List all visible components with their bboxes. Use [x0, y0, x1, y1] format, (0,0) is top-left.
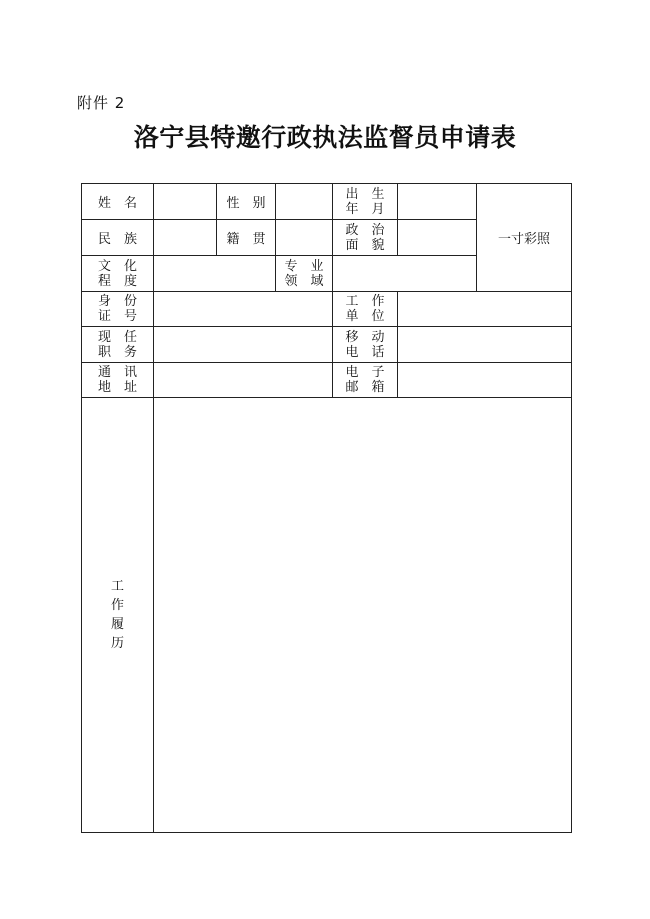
- label-position: [82, 327, 153, 362]
- label-id-number: [82, 292, 153, 326]
- name-field[interactable]: [154, 184, 216, 219]
- application-form: [81, 183, 572, 833]
- label-political-line1: 政 治: [345, 222, 385, 238]
- label-mobile-line2: 电 话: [345, 344, 385, 360]
- label-gender: 性 别: [226, 196, 266, 211]
- label-mobile-line1: 移 动: [345, 329, 385, 345]
- label-mobile: [333, 327, 397, 362]
- education-field[interactable]: [154, 256, 275, 291]
- label-workplace: [333, 292, 397, 326]
- label-position-line2: 职 务: [97, 344, 137, 360]
- label-education-line2: 程 度: [97, 273, 137, 289]
- history-char: 工: [110, 579, 124, 594]
- position-field[interactable]: [154, 327, 332, 362]
- history-char: 历: [110, 636, 124, 651]
- label-workplace-line1: 工 作: [345, 294, 385, 309]
- mobile-field[interactable]: [398, 327, 571, 362]
- label-position-line1: 现 任: [97, 329, 137, 345]
- birth-field[interactable]: [398, 184, 476, 219]
- label-birth: [333, 184, 397, 219]
- label-specialty-line2: 领 域: [284, 273, 324, 289]
- label-political-line2: 面 貌: [345, 237, 385, 253]
- workplace-field[interactable]: [398, 292, 571, 326]
- native-place-field[interactable]: [276, 220, 332, 255]
- label-native-place: 籍 贯: [226, 232, 266, 247]
- label-political: [333, 220, 397, 255]
- label-email: [333, 363, 397, 397]
- label-email-line2: 邮 箱: [345, 380, 385, 395]
- attachment-label: 附件 2: [77, 94, 126, 112]
- label-address-line2: 地 址: [97, 380, 137, 395]
- label-address: [82, 363, 153, 397]
- photo-box[interactable]: 一寸彩照: [497, 232, 550, 247]
- id-number-field[interactable]: [154, 292, 332, 326]
- address-field[interactable]: [154, 363, 332, 397]
- work-history-field[interactable]: [154, 398, 571, 832]
- label-address-line1: 通 讯: [97, 365, 137, 380]
- political-field[interactable]: [398, 220, 476, 255]
- form-title: 洛宁县特邀行政执法监督员申请表: [133, 123, 517, 152]
- label-birth-line1: 出 生: [345, 186, 385, 202]
- label-education-line1: 文 化: [97, 258, 137, 274]
- gender-field[interactable]: [276, 184, 332, 219]
- email-field[interactable]: [398, 363, 571, 397]
- label-ethnicity: 民 族: [97, 232, 137, 247]
- label-birth-line2: 年 月: [345, 201, 385, 217]
- label-workplace-line2: 单 位: [345, 309, 385, 324]
- label-education: [82, 256, 153, 291]
- label-specialty-line1: 专 业: [284, 258, 324, 274]
- label-id-line1: 身 份: [97, 294, 137, 309]
- label-specialty: [276, 256, 332, 291]
- specialty-field[interactable]: [333, 256, 476, 291]
- history-char: 作: [110, 598, 124, 613]
- label-email-line1: 电 子: [345, 365, 385, 380]
- ethnicity-field[interactable]: [154, 220, 216, 255]
- history-char: 履: [110, 617, 124, 632]
- label-name: 姓 名: [97, 196, 137, 211]
- label-work-history: [82, 398, 153, 832]
- label-id-line2: 证 号: [97, 309, 137, 324]
